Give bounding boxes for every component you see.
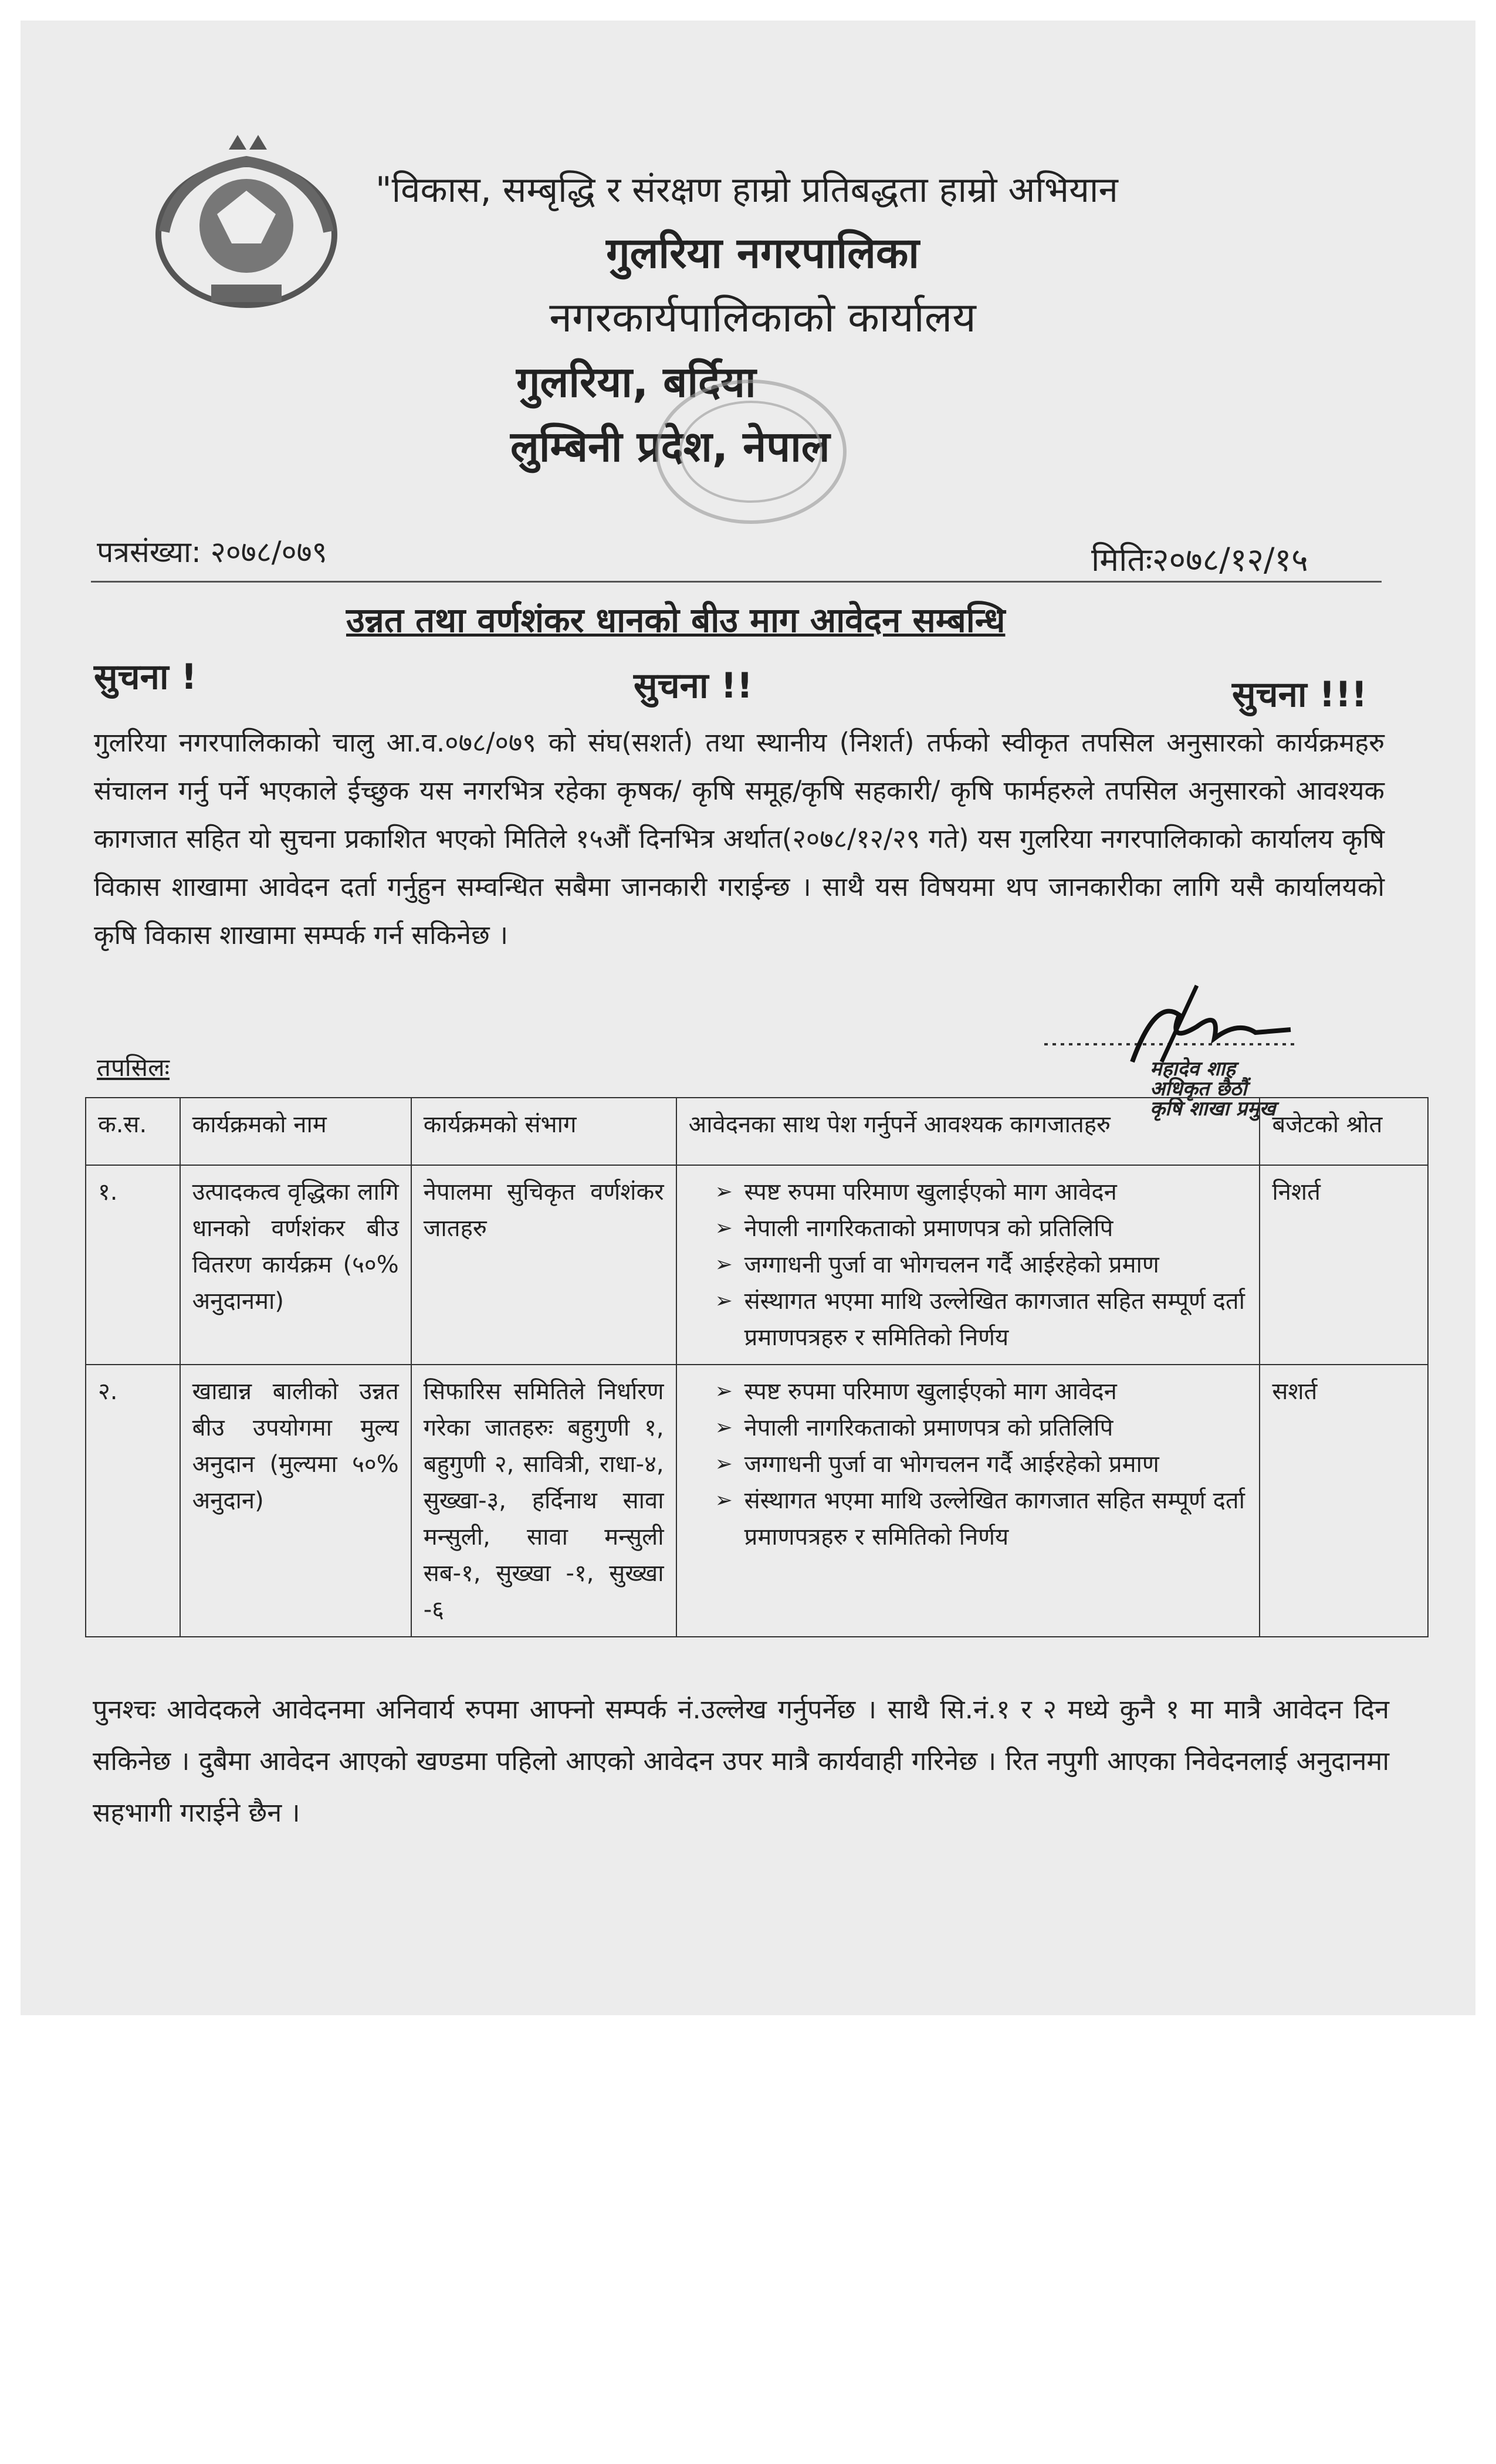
program-table	[85, 1097, 1429, 1637]
document-item: ➢ संस्थागत भएमा माथि उल्लेखित कागजात सहित सम्पूर्ण दर्ता प्रमाणपत्रहरु र समितिको निर्णय	[721, 1483, 1248, 1555]
cell-documents	[676, 1365, 1260, 1637]
notice-heading-2: सुचना !!	[634, 665, 753, 706]
cell-budget-source: निशर्त	[1260, 1165, 1428, 1365]
municipality-name: गुलरिया नगरपालिका	[606, 228, 919, 277]
table-row	[86, 1165, 1428, 1365]
signatory-section: कृषि शाखा प्रमुख	[1150, 1097, 1276, 1121]
nepal-government-emblem-icon	[141, 126, 352, 320]
signatory-name: महादेव शाह	[1150, 1057, 1236, 1081]
signatory-title: अधिकृत छैठौं	[1150, 1077, 1247, 1101]
cell-serial: १.	[86, 1165, 180, 1365]
document-item: ➢ स्पष्ट रुपमा परिमाण खुलाईएको माग आवेदन	[721, 1174, 1248, 1210]
letter-date: मितिः२०७८/१२/१५	[1091, 541, 1308, 578]
motto: "विकास, सम्बृद्धि र संरक्षण हाम्रो प्रतिबद्धता हाम्रो अभियान	[375, 170, 1118, 211]
table-header-row	[86, 1098, 1428, 1165]
cell-documents	[676, 1165, 1260, 1365]
notice-body: गुलरिया नगरपालिकाको चालु आ.व.०७८/०७९ को संघ(सशर्त) तथा स्थानीय (निशर्त) तर्फको स्वीकृत तपसिल अनुसारको कार्यक्रमहरु संचालन गर्नु पर्ने भएकाले ईच्छुक यस नगरभित्र रहेका कृषक/ कृषि समूह/कृषि सहकारी/ कृषि फार्महरुले तपसिल अनुसारको आवश्यक कागजात सहित यो सुचना प्रकाशित भएको मितिले १५औं दिनभित्र अर्थात(२०७८/१२/२९ गते) यस गुलरिया नगरपालिकाको कार्यालय कृषि विकास शाखामा आवेदन दर्ता गर्नुहुन सम्वन्धित सबैमा जानकारी गराईन्छ । साथै यस विषयमा थप जानकारीका लागि यसै कार्यालयको कृषि विकास शाखामा सम्पर्क गर्न सकिनेछ ।	[94, 727, 1385, 950]
document-item: ➢ नेपाली नागरिकताको प्रमाणपत्र को प्रतिलिपि	[721, 1210, 1248, 1247]
notice-heading-1: सुचना !	[94, 656, 197, 698]
document-item: ➢ संस्थागत भएमा माथि उल्लेखित कागजात सहित सम्पूर्ण दर्ता प्रमाणपत्रहरु र समितिको निर्णय	[721, 1283, 1248, 1356]
header-divider	[91, 581, 1382, 583]
office-location: गुलरिया, बर्दिया	[516, 357, 756, 407]
header-budget-source: बजेटको श्रोत	[1260, 1098, 1428, 1165]
office-name: नगरकार्यपालिकाको कार्यालय	[549, 293, 976, 341]
cell-program: खाद्यान्न बालीको उन्नत बीउ उपयोगमा मुल्य अनुदान (मुल्यमा ५०% अनुदान)	[180, 1365, 411, 1637]
table-row	[86, 1365, 1428, 1637]
letter-subject: उन्नत तथा वर्णशंकर धानको बीउ माग आवेदन सम्बन्धि	[346, 600, 1006, 640]
postscript: पुनश्चः आवेदकले आवेदनमा अनिवार्य रुपमा आफ्नो सम्पर्क नं.उल्लेख गर्नुपर्नेछ । साथै सि.नं.१ र २ मध्ये कुनै १ मा मात्रै आवेदन दिन सकिनेछ । दुबैमा आवेदन आएको खण्डमा पहिलो आएको आवेदन उपर मात्रै कार्यवाही गरिनेछ । रित नपुगी आएका निवेदनलाई अनुदानमा सहभागी गराईने छैन ।	[93, 1694, 1389, 1828]
header-program: कार्यक्रमको नाम	[180, 1098, 411, 1165]
table-caption: तपसिलः	[97, 1053, 170, 1082]
office-stamp-icon	[645, 370, 857, 534]
header-serial: क.स.	[86, 1098, 180, 1165]
cell-component: नेपालमा सुचिकृत वर्णशंकर जातहरु	[411, 1165, 676, 1365]
document-item: ➢ नेपाली नागरिकताको प्रमाणपत्र को प्रतिलिपि	[721, 1410, 1248, 1446]
document-item: ➢ स्पष्ट रुपमा परिमाण खुलाईएको माग आवेदन	[721, 1373, 1248, 1410]
cell-serial: २.	[86, 1365, 180, 1637]
cell-program: उत्पादकत्व वृद्धिका लागि धानको वर्णशंकर बीउ वितरण कार्यक्रम (५०% अनुदानमा)	[180, 1165, 411, 1365]
province-name: लुम्बिनी प्रदेश, नेपाल	[510, 422, 830, 471]
notice-heading-3: सुचना !!!	[1232, 674, 1368, 715]
header-documents: आवेदनका साथ पेश गर्नुपर्ने आवश्यक कागजातहरु	[676, 1098, 1260, 1165]
cell-component: सिफारिस समितिले निर्धारण गरेका जातहरुः बहुगुणी १, बहुगुणी २, सावित्री, राधा-४, सुख्खा-३, हर्दिनाथ सावा मन्सुली, सावा मन्सुली सब-१, सुख्खा -१, सुख्खा -६	[411, 1365, 676, 1637]
reference-number: पत्रसंख्या: २०७८/०७९	[97, 535, 327, 569]
document-item: ➢ जग्गाधनी पुर्जा वा भोगचलन गर्दै आईरहेको प्रमाण	[721, 1247, 1248, 1283]
cell-budget-source: सशर्त	[1260, 1365, 1428, 1637]
header-component: कार्यक्रमको संभाग	[411, 1098, 676, 1165]
document-item: ➢ जग्गाधनी पुर्जा वा भोगचलन गर्दै आईरहेको प्रमाण	[721, 1446, 1248, 1483]
